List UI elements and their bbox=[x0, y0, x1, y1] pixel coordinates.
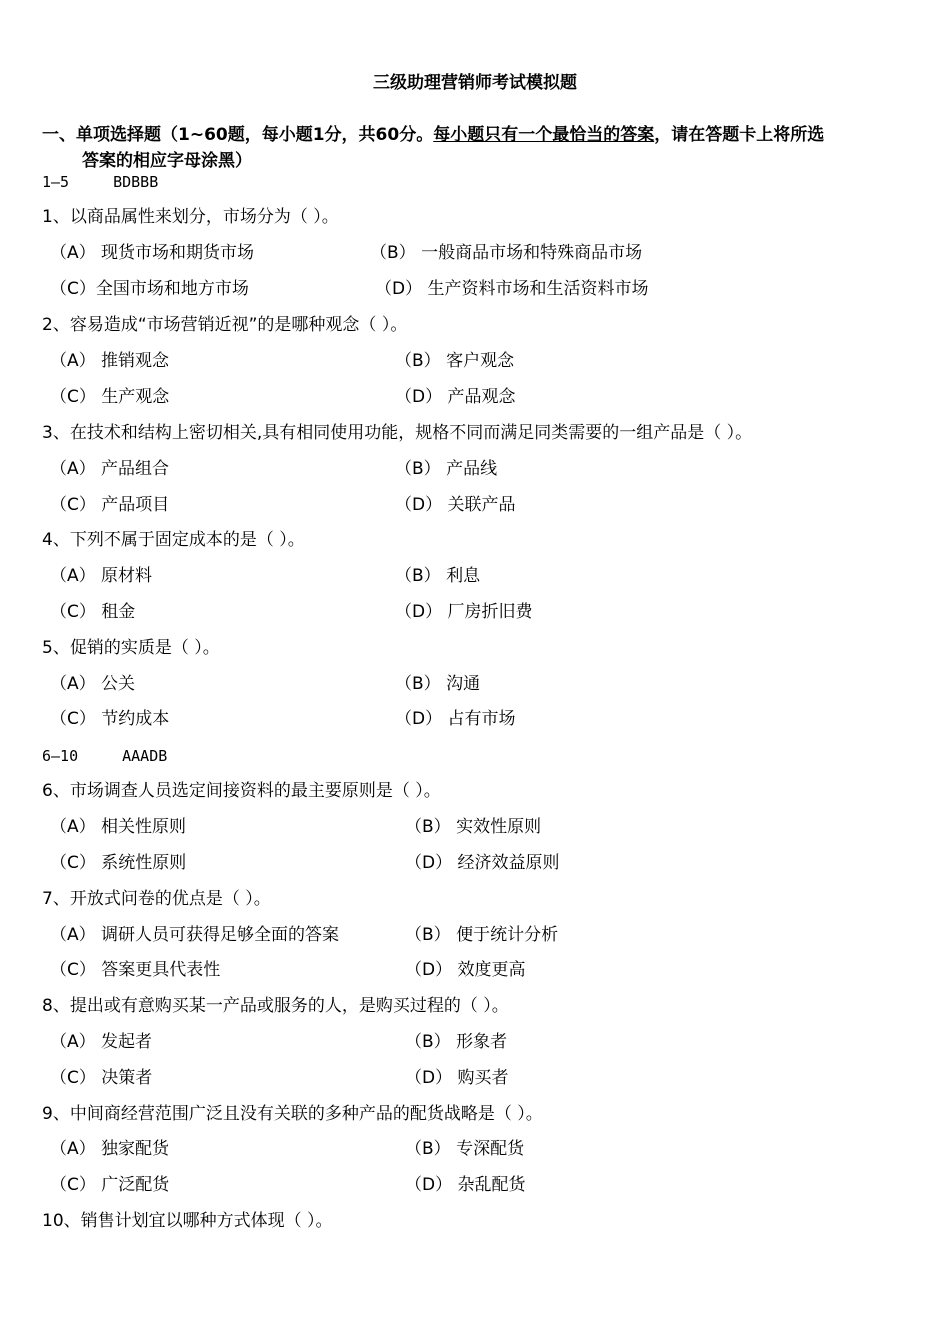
option-c: （C） 产品项目 bbox=[50, 495, 170, 515]
option-b: （B） 专深配货 bbox=[405, 1139, 525, 1159]
section-heading bbox=[42, 122, 922, 174]
option-c: （C） 租金 bbox=[50, 602, 136, 622]
answer-key-range: 6—10 bbox=[42, 747, 79, 765]
option-d: （D） 杂乱配货 bbox=[405, 1175, 526, 1195]
option-b: （B） 形象者 bbox=[405, 1032, 508, 1052]
option-a: （A） 推销观念 bbox=[50, 351, 170, 371]
option-d: （D） 产品观念 bbox=[395, 387, 516, 407]
option-c: （C）全国市场和地方市场 bbox=[50, 279, 249, 299]
option-b: （B） 客户观念 bbox=[395, 351, 515, 371]
question-text: 2、容易造成“市场营销近视”的是哪种观念（ ）。 bbox=[42, 315, 408, 335]
option-c: （C） 节约成本 bbox=[50, 709, 170, 729]
question-text: 7、开放式问卷的优点是（ ）。 bbox=[42, 889, 271, 909]
answer-key bbox=[42, 745, 167, 767]
option-c: （C） 决策者 bbox=[50, 1068, 153, 1088]
answer-key-range: 1—5 bbox=[42, 173, 70, 191]
option-c: （C） 系统性原则 bbox=[50, 853, 187, 873]
option-b: （B） 便于统计分析 bbox=[405, 925, 559, 945]
answer-key bbox=[42, 171, 158, 193]
option-a: （A） 相关性原则 bbox=[50, 817, 187, 837]
question-text: 6、市场调查人员选定间接资料的最主要原则是（ ）。 bbox=[42, 781, 441, 801]
question-text: 4、下列不属于固定成本的是（ ）。 bbox=[42, 530, 305, 550]
option-a: （A） 产品组合 bbox=[50, 459, 170, 479]
option-b: （B） 利息 bbox=[395, 566, 481, 586]
section-heading-suffix: ，请在答题卡上将所选 bbox=[654, 125, 825, 145]
option-b: （B） 一般商品市场和特殊商品市场 bbox=[370, 243, 643, 263]
section-heading-prefix: 一、单项选择题（1~60题，每小题1分，共60分。 bbox=[42, 125, 434, 145]
question-text: 1、以商品属性来划分，市场分为（ ）。 bbox=[42, 207, 339, 227]
option-a: （A） 独家配货 bbox=[50, 1139, 170, 1159]
option-a: （A） 调研人员可获得足够全面的答案 bbox=[50, 925, 340, 945]
option-a: （A） 原材料 bbox=[50, 566, 153, 586]
option-c: （C） 答案更具代表性 bbox=[50, 960, 221, 980]
question-text: 3、在技术和结构上密切相关,具有相同使用功能，规格不同而满足同类需要的一组产品是（ ）。 bbox=[42, 423, 753, 443]
option-d: （D） 购买者 bbox=[405, 1068, 509, 1088]
section-heading-underlined: 每小题只有一个最恰当的答案 bbox=[433, 125, 655, 145]
question-text: 10、销售计划宜以哪种方式体现（ ）。 bbox=[42, 1211, 333, 1231]
option-d: （D） 经济效益原则 bbox=[405, 853, 560, 873]
question-text: 5、促销的实质是（ ）。 bbox=[42, 638, 220, 658]
question-text: 9、中间商经营范围广泛且没有关联的多种产品的配货战略是（ ）。 bbox=[42, 1104, 543, 1124]
option-a: （A） 现货市场和期货市场 bbox=[50, 243, 255, 263]
option-d: （D） 效度更高 bbox=[405, 960, 526, 980]
question-text: 8、提出或有意购买某一产品或服务的人，是购买过程的（ ）。 bbox=[42, 996, 509, 1016]
section-heading-line2: 答案的相应字母涂黑） bbox=[82, 151, 252, 171]
option-d: （D） 生产资料市场和生活资料市场 bbox=[375, 279, 649, 299]
answer-key-code: AAADB bbox=[122, 747, 168, 765]
option-b: （B） 实效性原则 bbox=[405, 817, 542, 837]
option-a: （A） 公关 bbox=[50, 674, 136, 694]
option-d: （D） 占有市场 bbox=[395, 709, 516, 729]
answer-key-code: BDBBB bbox=[113, 173, 159, 191]
option-a: （A） 发起者 bbox=[50, 1032, 153, 1052]
option-c: （C） 生产观念 bbox=[50, 387, 170, 407]
option-b: （B） 沟通 bbox=[395, 674, 481, 694]
option-b: （B） 产品线 bbox=[395, 459, 498, 479]
page-title: 三级助理营销师考试模拟题 bbox=[373, 73, 577, 93]
option-d: （D） 关联产品 bbox=[395, 495, 516, 515]
option-d: （D） 厂房折旧费 bbox=[395, 602, 533, 622]
option-c: （C） 广泛配货 bbox=[50, 1175, 170, 1195]
